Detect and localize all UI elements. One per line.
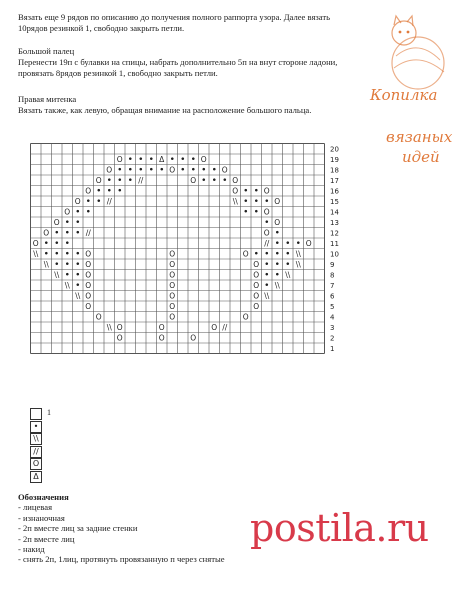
chart-symbol: •	[75, 217, 81, 228]
legend-symbol: •	[30, 421, 42, 433]
chart-symbol: •	[85, 196, 91, 207]
chart-symbol: O	[116, 333, 123, 343]
chart-symbol: •	[127, 154, 133, 165]
chart-symbol: •	[180, 154, 186, 165]
chart-symbol: •	[64, 270, 70, 281]
chart-symbol: O	[169, 280, 176, 290]
chart-symbol: //	[85, 228, 91, 238]
row-number: 5	[330, 302, 335, 311]
chart-symbol: O	[263, 228, 270, 238]
right-mitten-line: Вязать также, как левую, обращая внимание на расположение большого пальца.	[18, 105, 312, 115]
chart-symbol: •	[274, 238, 280, 249]
chart-symbol: O	[242, 312, 249, 322]
chart-symbol: •	[295, 238, 301, 249]
thumb-line-1: Перенести 19п с булавки на спицы, набрать дополнительно 5п на внут стороне ладони,	[18, 57, 338, 67]
chart-symbol: O	[95, 312, 102, 322]
chart-symbol: \\	[264, 291, 270, 301]
chart-symbol: O	[169, 301, 176, 311]
chart-symbol: •	[264, 196, 270, 207]
legend-symbol	[30, 408, 42, 420]
watermark-logo	[368, 8, 458, 118]
chart-symbol: •	[127, 175, 133, 186]
chart-symbol: •	[211, 175, 217, 186]
chart-symbol: O	[274, 196, 281, 206]
chart-symbol: \\	[285, 270, 291, 280]
chart-symbol: •	[75, 270, 81, 281]
row-number: 18	[330, 166, 339, 175]
chart-symbol: •	[75, 228, 81, 239]
chart-symbol: O	[32, 238, 39, 248]
chart-symbol: O	[116, 154, 123, 164]
chart-symbol: O	[85, 280, 92, 290]
chart-symbol: •	[243, 186, 249, 197]
row-number: 15	[330, 197, 339, 206]
chart-symbol: •	[243, 207, 249, 218]
chart-symbol: •	[274, 270, 280, 281]
chart-symbol: //	[264, 238, 270, 248]
chart-symbol: •	[106, 186, 112, 197]
chart-symbol: •	[75, 280, 81, 291]
chart-symbol: •	[64, 228, 70, 239]
legend-symbol: O	[30, 458, 42, 470]
chart-symbol: Δ	[159, 154, 165, 164]
legend-symbol: \\	[30, 433, 42, 445]
chart-symbol: •	[64, 249, 70, 260]
chart-symbol: •	[43, 249, 49, 260]
note-item: - снять 2п, 1лиц, протянуть провязанную п через снятые	[18, 554, 225, 565]
chart-symbol: O	[158, 322, 165, 332]
chart-symbol: O	[232, 186, 239, 196]
chart-symbol: •	[264, 270, 270, 281]
chart-symbol: \\	[295, 249, 301, 259]
chart-symbol: •	[190, 165, 196, 176]
chart-symbol: •	[54, 249, 60, 260]
chart-symbol: •	[190, 154, 196, 165]
chart-symbol: O	[169, 291, 176, 301]
chart-symbol: •	[96, 196, 102, 207]
chart-symbol: O	[64, 207, 71, 217]
notes	[18, 492, 225, 565]
watermark-word-1: Копилка	[370, 86, 438, 104]
row-number: 12	[330, 229, 339, 238]
chart-symbol: \\	[64, 280, 70, 290]
chart-symbol: O	[85, 270, 92, 280]
chart-symbol: O	[85, 186, 92, 196]
chart-symbol: •	[253, 196, 259, 207]
chart-symbol: •	[253, 207, 259, 218]
chart-symbol: O	[74, 196, 81, 206]
chart-symbol: •	[264, 217, 270, 228]
chart-symbol: •	[43, 238, 49, 249]
chart-symbol: •	[253, 186, 259, 197]
chart-symbol: O	[263, 186, 270, 196]
chart-symbol: O	[169, 249, 176, 259]
knitting-chart	[30, 143, 350, 410]
chart-symbol: •	[180, 165, 186, 176]
chart-symbol: •	[222, 175, 228, 186]
row-number: 10	[330, 250, 339, 259]
chart-symbol: •	[148, 165, 154, 176]
chart-symbol: •	[201, 165, 207, 176]
row-number: 19	[330, 155, 339, 164]
row-number: 3	[330, 323, 335, 332]
row-number: 16	[330, 187, 339, 196]
chart-symbol: O	[53, 217, 60, 227]
chart-symbol: O	[253, 280, 260, 290]
intro-line-1: Вязать еще 9 рядов по описанию до получения полного раппорта узора. Далее вязать	[18, 12, 331, 22]
chart-symbol: O	[169, 312, 176, 322]
chart-symbol: O	[85, 291, 92, 301]
chart-symbol: •	[75, 207, 81, 218]
chart-symbol: O	[221, 165, 228, 175]
chart-symbol: \\	[33, 249, 39, 259]
chart-symbol: //	[106, 196, 112, 206]
chart-symbol: •	[117, 186, 123, 197]
chart-symbol: O	[232, 175, 239, 185]
chart-symbol: •	[285, 249, 291, 260]
chart-grid	[30, 143, 350, 405]
intro-line-2: 10рядов резинкой 1, свободно закрыть петли.	[18, 23, 185, 33]
chart-symbol: •	[64, 259, 70, 270]
chart-symbol: •	[159, 165, 165, 176]
chart-symbol: •	[169, 154, 175, 165]
chart-symbol: //	[222, 322, 228, 332]
chart-symbol: O	[116, 322, 123, 332]
chart-symbol: •	[96, 186, 102, 197]
chart-symbol: O	[169, 165, 176, 175]
chart-symbol: •	[264, 259, 270, 270]
chart-symbol: O	[253, 270, 260, 280]
chart-symbol: O	[263, 207, 270, 217]
chart-symbol: •	[253, 249, 259, 260]
row-number: 9	[330, 260, 335, 269]
chart-symbol: •	[54, 228, 60, 239]
chart-symbol: O	[43, 228, 50, 238]
chart-symbol: •	[106, 175, 112, 186]
chart-symbol: O	[190, 333, 197, 343]
watermark-word-3: идей	[402, 148, 440, 166]
chart-symbol: •	[127, 165, 133, 176]
chart-symbol: •	[54, 259, 60, 270]
chart-symbol: \\	[295, 259, 301, 269]
chart-symbol: •	[285, 259, 291, 270]
chart-symbol: •	[138, 165, 144, 176]
chart-symbol: •	[243, 196, 249, 207]
chart-symbol: O	[253, 291, 260, 301]
chart-symbol: O	[253, 259, 260, 269]
chart-symbol: \\	[54, 270, 60, 280]
note-item: - накид	[18, 544, 45, 555]
note-item: - изнаночная	[18, 512, 65, 523]
note-item: - 2п вместе лиц	[18, 533, 75, 544]
watermark-word-2: вязаных	[386, 128, 453, 146]
chart-symbol: •	[264, 280, 270, 291]
chart-symbol: •	[211, 165, 217, 176]
row-number: 8	[330, 271, 335, 280]
notes-title: Обозначения	[18, 492, 69, 502]
chart-symbol: O	[200, 154, 207, 164]
legend-symbol: //	[30, 446, 42, 458]
chart-symbol: //	[138, 175, 144, 185]
chart-symbol: O	[85, 249, 92, 259]
chart-symbol: \\	[43, 259, 49, 269]
chart-symbol: \\	[274, 280, 280, 290]
row-number: 13	[330, 218, 339, 227]
chart-symbol: •	[85, 207, 91, 218]
chart-symbol: •	[138, 154, 144, 165]
brand-logo: postila.ru	[250, 506, 429, 550]
chart-symbol: O	[85, 259, 92, 269]
chart-symbol: O	[253, 301, 260, 311]
chart-symbol: O	[211, 322, 218, 332]
chart-symbol: O	[85, 301, 92, 311]
chart-symbol: O	[190, 175, 197, 185]
row-number: 17	[330, 176, 339, 185]
note-item: - 2п вместе лиц за задние стенки	[18, 523, 138, 534]
legend-symbol: Δ	[30, 471, 42, 483]
thumb-line-2: провязать 8рядов резинкой 1, свободно закрыть петли.	[18, 68, 218, 78]
chart-symbol: O	[274, 217, 281, 227]
chart-symbol: \\	[106, 322, 112, 332]
chart-symbol: O	[169, 270, 176, 280]
row-number: 1	[330, 344, 335, 353]
right-mitten-title: Правая митенка	[18, 94, 77, 104]
chart-symbol: •	[201, 175, 207, 186]
chart-symbol: O	[106, 165, 113, 175]
row-number: 2	[330, 334, 335, 343]
chart-symbol: •	[274, 259, 280, 270]
chart-symbol: \\	[75, 291, 81, 301]
legend-number: 1	[47, 408, 51, 417]
row-number: 4	[330, 313, 335, 322]
row-number: 14	[330, 208, 339, 217]
chart-symbol: O	[95, 175, 102, 185]
chart-symbol: O	[169, 259, 176, 269]
chart-symbol: •	[285, 238, 291, 249]
chart-symbol: \\	[232, 196, 238, 206]
chart-symbol: •	[64, 238, 70, 249]
chart-symbol: •	[148, 154, 154, 165]
row-number: 20	[330, 145, 339, 154]
chart-symbol: •	[75, 249, 81, 260]
chart-symbol: O	[242, 249, 249, 259]
thumb-title: Большой палец	[18, 46, 75, 56]
chart-symbol: •	[117, 165, 123, 176]
chart-symbol: •	[75, 259, 81, 270]
chart-symbol: •	[54, 238, 60, 249]
row-number: 11	[330, 239, 339, 248]
chart-symbol: •	[274, 228, 280, 239]
chart-symbol: O	[305, 238, 312, 248]
note-item: - лицевая	[18, 502, 53, 513]
chart-symbol: •	[274, 249, 280, 260]
chart-symbol: O	[158, 333, 165, 343]
row-number: 7	[330, 281, 335, 290]
row-number: 6	[330, 292, 335, 301]
chart-symbol: •	[264, 249, 270, 260]
chart-symbol: •	[64, 217, 70, 228]
chart-symbol: •	[117, 175, 123, 186]
